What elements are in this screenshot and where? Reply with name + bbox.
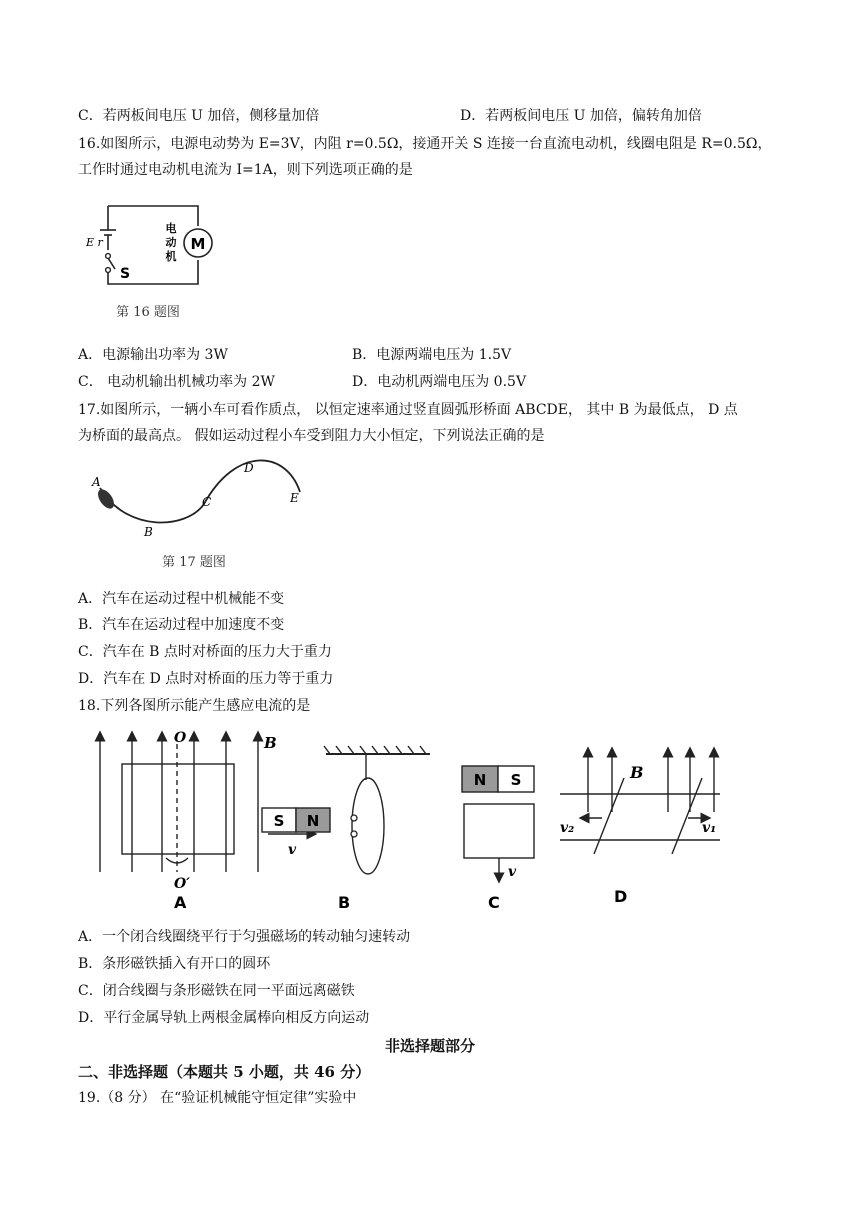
q17-option-b: B．汽车在运动过程中加速度不变: [78, 617, 285, 633]
part-title: 非选择题部分: [384, 1037, 475, 1055]
source-label: E r: [86, 236, 103, 249]
label-v-b: v: [288, 842, 297, 858]
q16-figure-caption: 第 16 题图: [116, 305, 180, 320]
motor-label-2: 动: [165, 236, 177, 249]
car-icon: [95, 487, 117, 512]
q18-induction-figure: [90, 722, 740, 917]
q17-stem-line2: 为桥面的最高点。 假如运动过程小车受到阻力大小恒定，下列说法正确的是: [78, 428, 545, 444]
panel-label-a: A: [174, 893, 187, 912]
q17-bridge-figure: [86, 452, 316, 572]
ring-gap-end: [351, 831, 357, 837]
motor-label-3: 机: [165, 250, 177, 263]
point-a: A: [92, 475, 101, 489]
magnet-c-s: S: [510, 771, 522, 789]
q16-option-b: B．电源两端电压为 1.5V: [352, 347, 512, 363]
section-heading: 二、非选择题（本题共 5 小题，共 46 分）: [78, 1063, 371, 1081]
q15-option-c: C．若两板间电压 U 加倍，侧移量加倍: [78, 108, 320, 124]
point-c: C: [202, 495, 212, 509]
q18-option-b: B．条形磁铁插入有开口的圆环: [78, 956, 271, 972]
panel-label-b: B: [338, 893, 351, 912]
panel-c: [464, 804, 534, 878]
q17-option-c: C．汽车在 B 点时对桥面的压力大于重力: [78, 644, 332, 660]
q15-option-d: D．若两板间电压 U 加倍，偏转角加倍: [460, 108, 702, 124]
q18-option-c: C．闭合线圈与条形磁铁在同一平面远离磁铁: [78, 983, 355, 999]
point-d: D: [244, 461, 254, 475]
panel-a: [100, 736, 258, 872]
label-v1: v₁: [702, 820, 717, 836]
q17-option-d: D．汽车在 D 点时对桥面的压力等于重力: [78, 671, 334, 687]
label-b-field-d: B: [630, 763, 644, 782]
q16-stem-line2: 工作时通过电动机电流为 I=1A，则下列选项正确的是: [78, 162, 413, 178]
q17-option-a: A．汽车在运动过程中机械能不变: [78, 591, 285, 607]
label-v2: v₂: [560, 820, 575, 836]
q19-stem: 19.（8 分） 在“验证机械能守恒定律”实验中: [78, 1090, 357, 1106]
label-o: O: [174, 730, 187, 746]
q16-circuit-figure: [78, 198, 218, 324]
q16-option-a: A．电源输出功率为 3W: [78, 347, 228, 363]
bridge-arc: [100, 460, 300, 522]
label-v-c: v: [508, 864, 517, 880]
q17-stem-line1: 17.如图所示，一辆小车可看作质点， 以恒定速率通过竖直圆弧形桥面 ABCDE， 其中 B 为最低点， D 点: [78, 402, 738, 418]
motor-label-1: 电: [165, 222, 177, 235]
q16-option-d: D．电动机两端电压为 0.5V: [352, 374, 527, 390]
q18-option-a: A．一个闭合线圈绕平行于匀强磁场的转动轴匀速转动: [78, 929, 411, 945]
switch-contact: [106, 254, 111, 259]
q18-stem: 18.下列各图所示能产生感应电流的是: [78, 698, 311, 714]
magnet-b-n: N: [306, 812, 320, 830]
q18-option-d: D．平行金属导轨上两根金属棒向相反方向运动: [78, 1010, 370, 1026]
switch-label: S: [120, 266, 131, 282]
point-e: E: [290, 491, 299, 505]
q17-figure-caption: 第 17 题图: [162, 555, 226, 570]
q16-stem-line1: 16.如图所示，电源电动势为 E=3V，内阻 r=0.5Ω，接通开关 S 连接一台直流电动机，线圈电阻是 R=0.5Ω，: [78, 136, 772, 152]
label-o-prime: O′: [174, 876, 190, 892]
ring-gap-end: [351, 815, 357, 821]
switch-contact: [106, 268, 111, 273]
point-b: B: [144, 525, 153, 539]
magnet-c-n: N: [473, 771, 487, 789]
label-b-field: B: [264, 734, 277, 752]
panel-label-c: C: [488, 893, 500, 912]
q16-option-c: C． 电动机输出机械功率为 2W: [78, 374, 275, 390]
motor-symbol: M: [190, 235, 206, 253]
magnet-b-s: S: [273, 812, 285, 830]
panel-label-d: D: [614, 887, 628, 906]
